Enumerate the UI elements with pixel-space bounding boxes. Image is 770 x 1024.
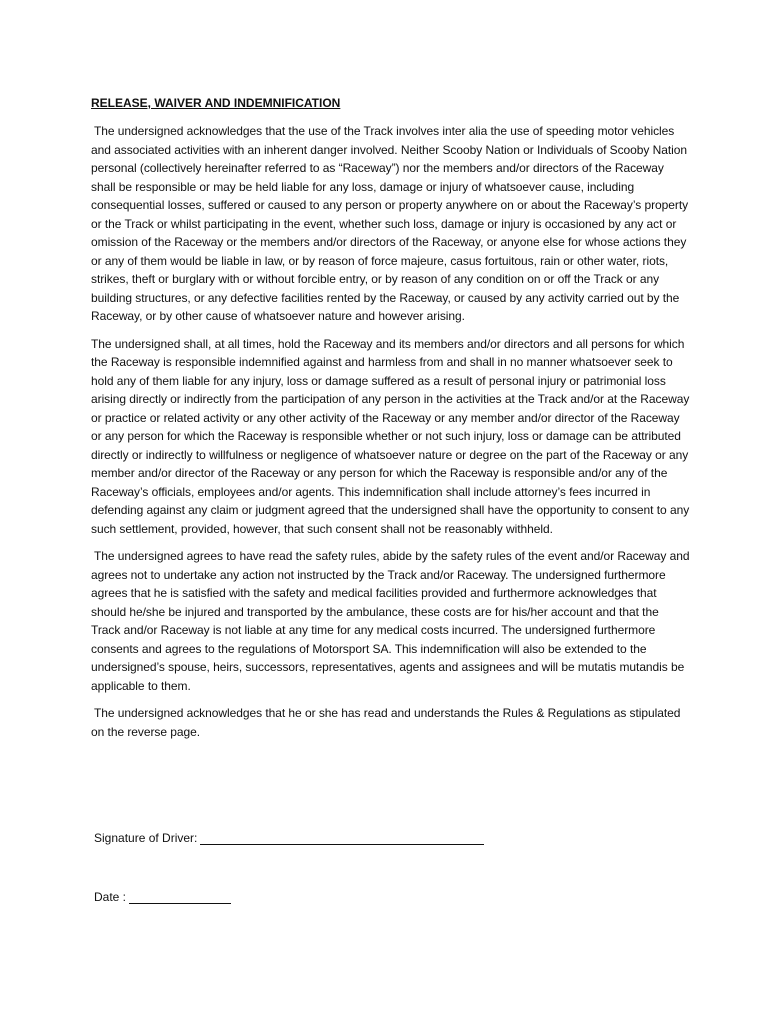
paragraph-safety-rules: The undersigned agrees to have read the safety rules, abide by the safety rules of the event and/or Raceway and agrees not to undertake any action not instructed by the Track and/or Raceway. The undersigned furthermore agrees that he is satisfied with the safety and medical facilities provided and furthermore acknowledges that should he/she be injured and transported by the ambulance, these costs are for his/her account and that the Track and/or Raceway is not liable at any time for any medical costs incurred. The undersigned furthermore consents and agrees to the regulations of Motorsport SA. This indemnification will also be extended to the undersigned’s spouse, heirs, successors, representatives, agents and assignees and will be mutatis mutandis be applicable to them. [91, 549, 690, 693]
paragraph-acknowledgement: The undersigned acknowledges that he or she has read and understands the Rules & Regulations as stipulated on the reverse page. [91, 706, 681, 739]
paragraph-release: The undersigned acknowledges that the use of the Track involves inter alia the use of speeding motor vehicles and associated activities with an inherent danger involved. Neither Scooby Nation or Individuals of Scooby Nation personal (collectively hereinafter referred to as “Raceway”) nor the members and/or directors of the Raceway shall be responsible or may be held liable for any loss, damage or injury of whatsoever cause, including consequential losses, suffered or caused to any person or property anywhere on or about the Raceway’s property or the Track or whilst participating in the event, whether such loss, damage or injury is occasioned by any act or omission of the Raceway or the members and/or directors of the Raceway, or anyone else for whose actions they or any of them would be liable in law, or by reason of force majeure, casus fortuitous, rain or other water, riots, strikes, theft or burglary with or without forcible entry, or by reason of any condition on or off the Track or any building structures, or any defective facilities rented by the Raceway, or caused by any activity carried out by the Raceway, or by other cause of whatsoever nature and however arising. [91, 124, 689, 323]
date-field[interactable] [94, 890, 231, 904]
document-title: RELEASE, WAIVER AND INDEMNIFICATION [91, 96, 341, 110]
paragraph-indemnity: The undersigned shall, at all times, hold the Raceway and its members and/or directors and all persons for which the Raceway is responsible indemnified against and harmless from and shall in no manner whatsoever seek to hold any of them liable for any injury, loss or damage suffered as a result of personal injury or patrimonial loss arising directly or indirectly from the participation of any person in the activities at the Track and/or at the Raceway or practice or related activity or any other activity of the Raceway or any member and/or director of the Raceway or any person for which the Raceway is responsible whether or not such injury, loss or damage can be attributed directly or indirectly to willfulness or negligence of whatsoever nature or degree on the part of the Raceway or any member and/or director of the Raceway or any person for which the Raceway is responsible and/or any of the Raceway’s officials, employees and/or agents. This indemnification shall include attorney’s fees incurred in defending against any claim or judgment agreed that the undersigned shall have the opportunity to consent to any such settlement, provided, however, that such consent shall not be reasonably withheld. [91, 336, 690, 536]
date-label: Date : [94, 890, 127, 904]
signature-line[interactable] [200, 832, 484, 845]
signature-field[interactable] [94, 831, 484, 845]
waiver-document [91, 96, 691, 750]
date-line[interactable] [129, 891, 231, 904]
signature-label: Signature of Driver: [94, 831, 198, 845]
